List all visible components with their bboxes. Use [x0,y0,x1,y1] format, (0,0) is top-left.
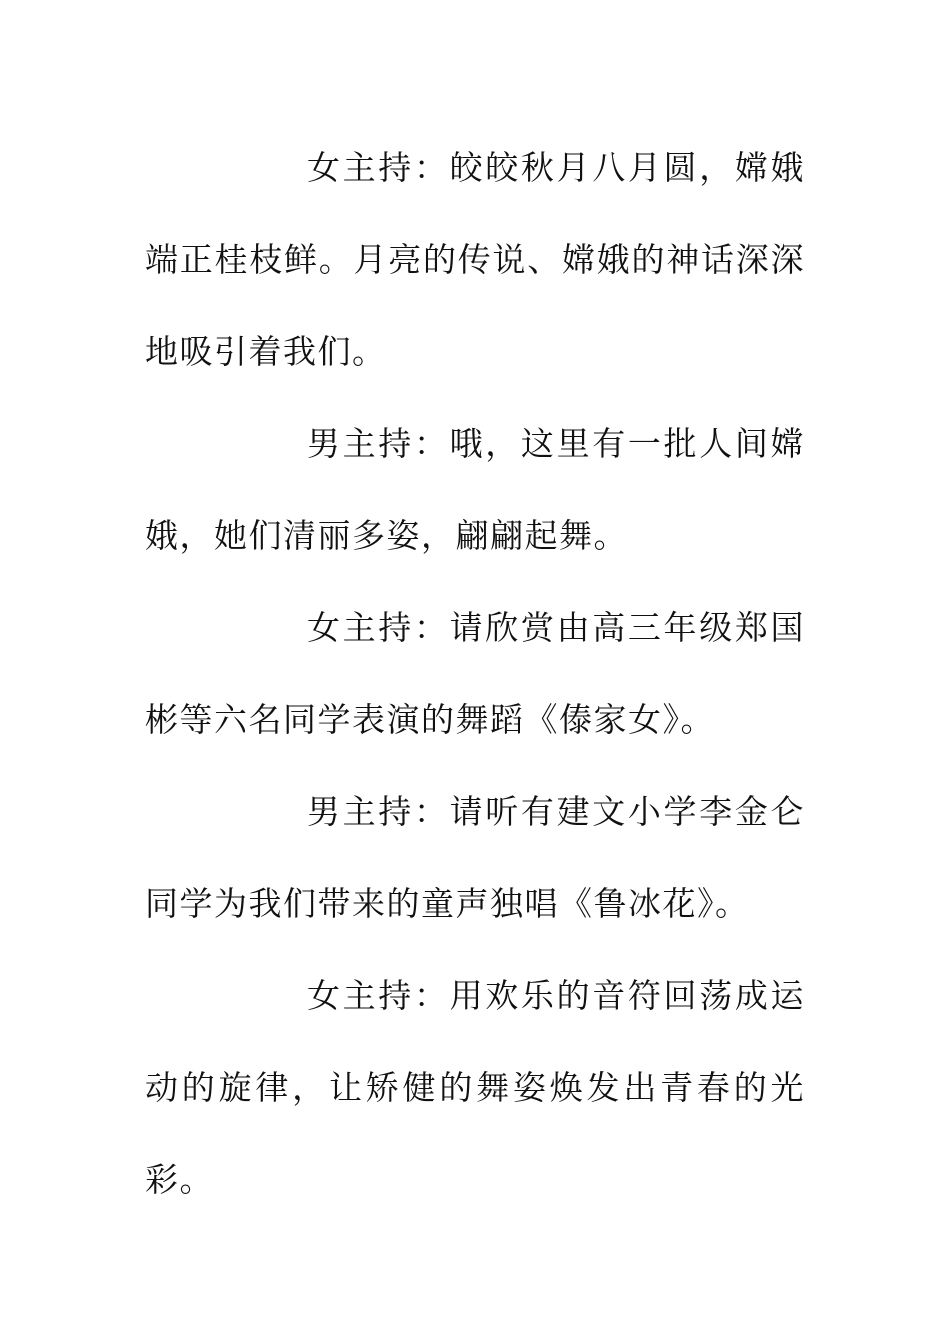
paragraph-male-host-1: 男主持：哦，这里有一批人间嫦娥，她们清丽多姿，翩翩起舞。 [145,424,805,555]
paragraph-female-host-1: 女主持：皎皎秋月八月圆，嫦娥端正桂枝鲜。月亮的传说、嫦娥的神话深深地吸引着我们。 [145,148,805,371]
paragraph-male-host-2: 男主持：请听有建文小学李金仑同学为我们带来的童声独唱《鲁冰花》。 [145,792,805,923]
document-body [145,122,805,1226]
paragraph-female-host-2: 女主持：请欣赏由高三年级郑国彬等六名同学表演的舞蹈《傣家女》。 [145,608,805,739]
paragraph-female-host-3: 女主持：用欢乐的音符回荡成运动的旋律，让矫健的舞姿焕发出青春的光彩。 [145,976,805,1199]
